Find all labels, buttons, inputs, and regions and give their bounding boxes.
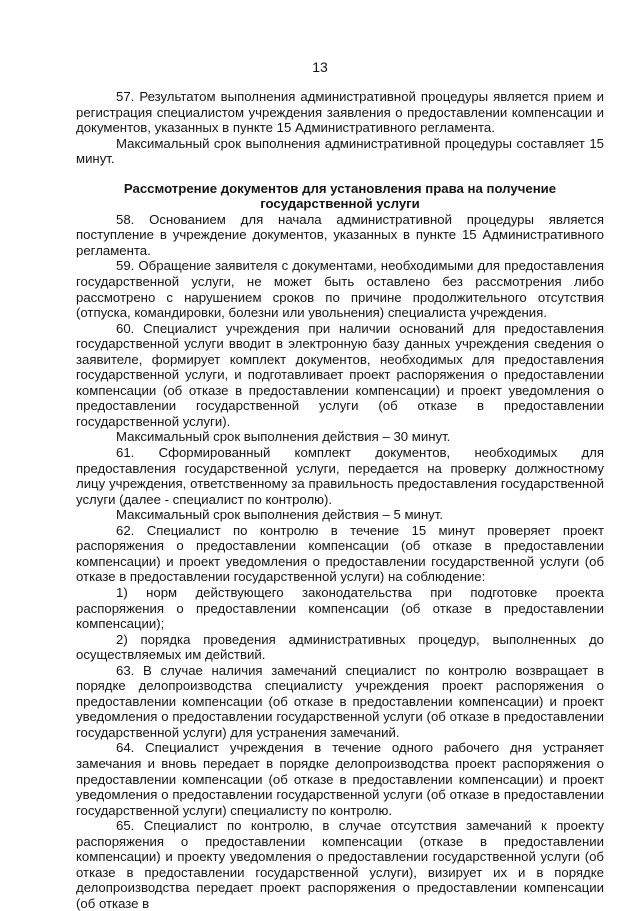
paragraph-57: 57. Результатом выполнения административной процедуры является прием и регистрация специалистом учреждения заявления о предоставлении компенсации и документов, указанных в пункте 15 Административного регламента. — [76, 89, 604, 136]
paragraph-61: 61. Сформированный комплект документов, необходимых для предоставления государственной услуги, передается на проверку должностному лицу учреждения, ответственному за правильность предоставления государственной услуги (далее - специалист по контролю). — [76, 445, 604, 507]
paragraph-62-item-1: 1) норм действующего законодательства при подготовке проекта распоряжения о предоставлении компенсации (об отказе в предоставлении компенсации); — [76, 584, 604, 632]
paragraph-62-item-2: 2) порядка проведения административных процедур, выполненных до осуществляемых им действий. — [76, 631, 604, 663]
section-heading: Рассмотрение документов для установления права на получение государственной услуги — [123, 180, 557, 212]
paragraph-62: 62. Специалист по контролю в течение 15 минут проверяет проект распоряжения о предоставлении компенсации (об отказе в предоставлении компенсации) и проект уведомления о предоставлении государственной услуги (об отказе в предоставлении государственной услуги) на соблюдение: — [76, 522, 604, 585]
paragraph-64: 64. Специалист учреждения в течение одного рабочего дня устраняет замечания и вновь передает в порядке делопроизводства проект распоряжения о предоставлении компенсации (об отказе в предоставлении компенсации) и проект уведомления о предоставлении государственной услуги (об отказе в предоставлении государственной услуги) специалисту по контролю. — [76, 740, 604, 818]
paragraph-58: 58. Основанием для начала административной процедуры является поступление в учреждение документов, указанных в пункте 15 Административного регламента. — [76, 211, 604, 258]
paragraph-61-max-time: Максимальный срок выполнения действия – 5 минут. — [116, 507, 443, 523]
page-number: 13 — [312, 59, 328, 75]
paragraph-57-max-time: Максимальный срок выполнения административной процедуры составляет 15 минут. — [76, 135, 604, 167]
document-body — [76, 89, 604, 911]
paragraph-63: 63. В случае наличия замечаний специалист по контролю возвращает в порядке делопроизводства специалисту учреждения проект распоряжения о предоставлении компенсации (об отказе в предоставлении компенсации) и проект уведомления о предоставлении государственной услуги (об отказе в предоставлении государственной услуги) для устранения замечаний. — [76, 662, 604, 740]
paragraph-65: 65. Специалист по контролю, в случае отсутствия замечаний к проекту распоряжения о предоставлении компенсации (отказе в предоставлении компенсации) и проекту уведомления о предоставлении государственной услуги (об отказе в предоставлении государственной услуги), визирует их и в порядке делопроизводства передает проект распоряжения о предоставлении компенсации (об отказе в — [76, 818, 604, 911]
paragraph-60: 60. Специалист учреждения при наличии оснований для предоставления государственной услуги вводит в электронную базу данных учреждения сведения о заявителе, формирует комплект документов, необходимых для предоставления государственной услуги, и подготавливает проект распоряжения о предоставлении компенсации (об отказе в предоставлении компенсации) и проект уведомления о предоставлении государственной услуги (об отказе в предоставлении государственной услуги). — [76, 320, 604, 429]
paragraph-60-max-time: Максимальный срок выполнения действия – 30 минут. — [116, 429, 451, 445]
paragraph-59: 59. Обращение заявителя с документами, необходимыми для предоставления государственной услуги, не может быть оставлено без рассмотрения либо рассмотрено с нарушением сроков по причине продолжительного отсутствия (отпуска, командировки, болезни или увольнения) специалиста учреждения. — [76, 258, 604, 321]
spacer — [76, 167, 604, 181]
